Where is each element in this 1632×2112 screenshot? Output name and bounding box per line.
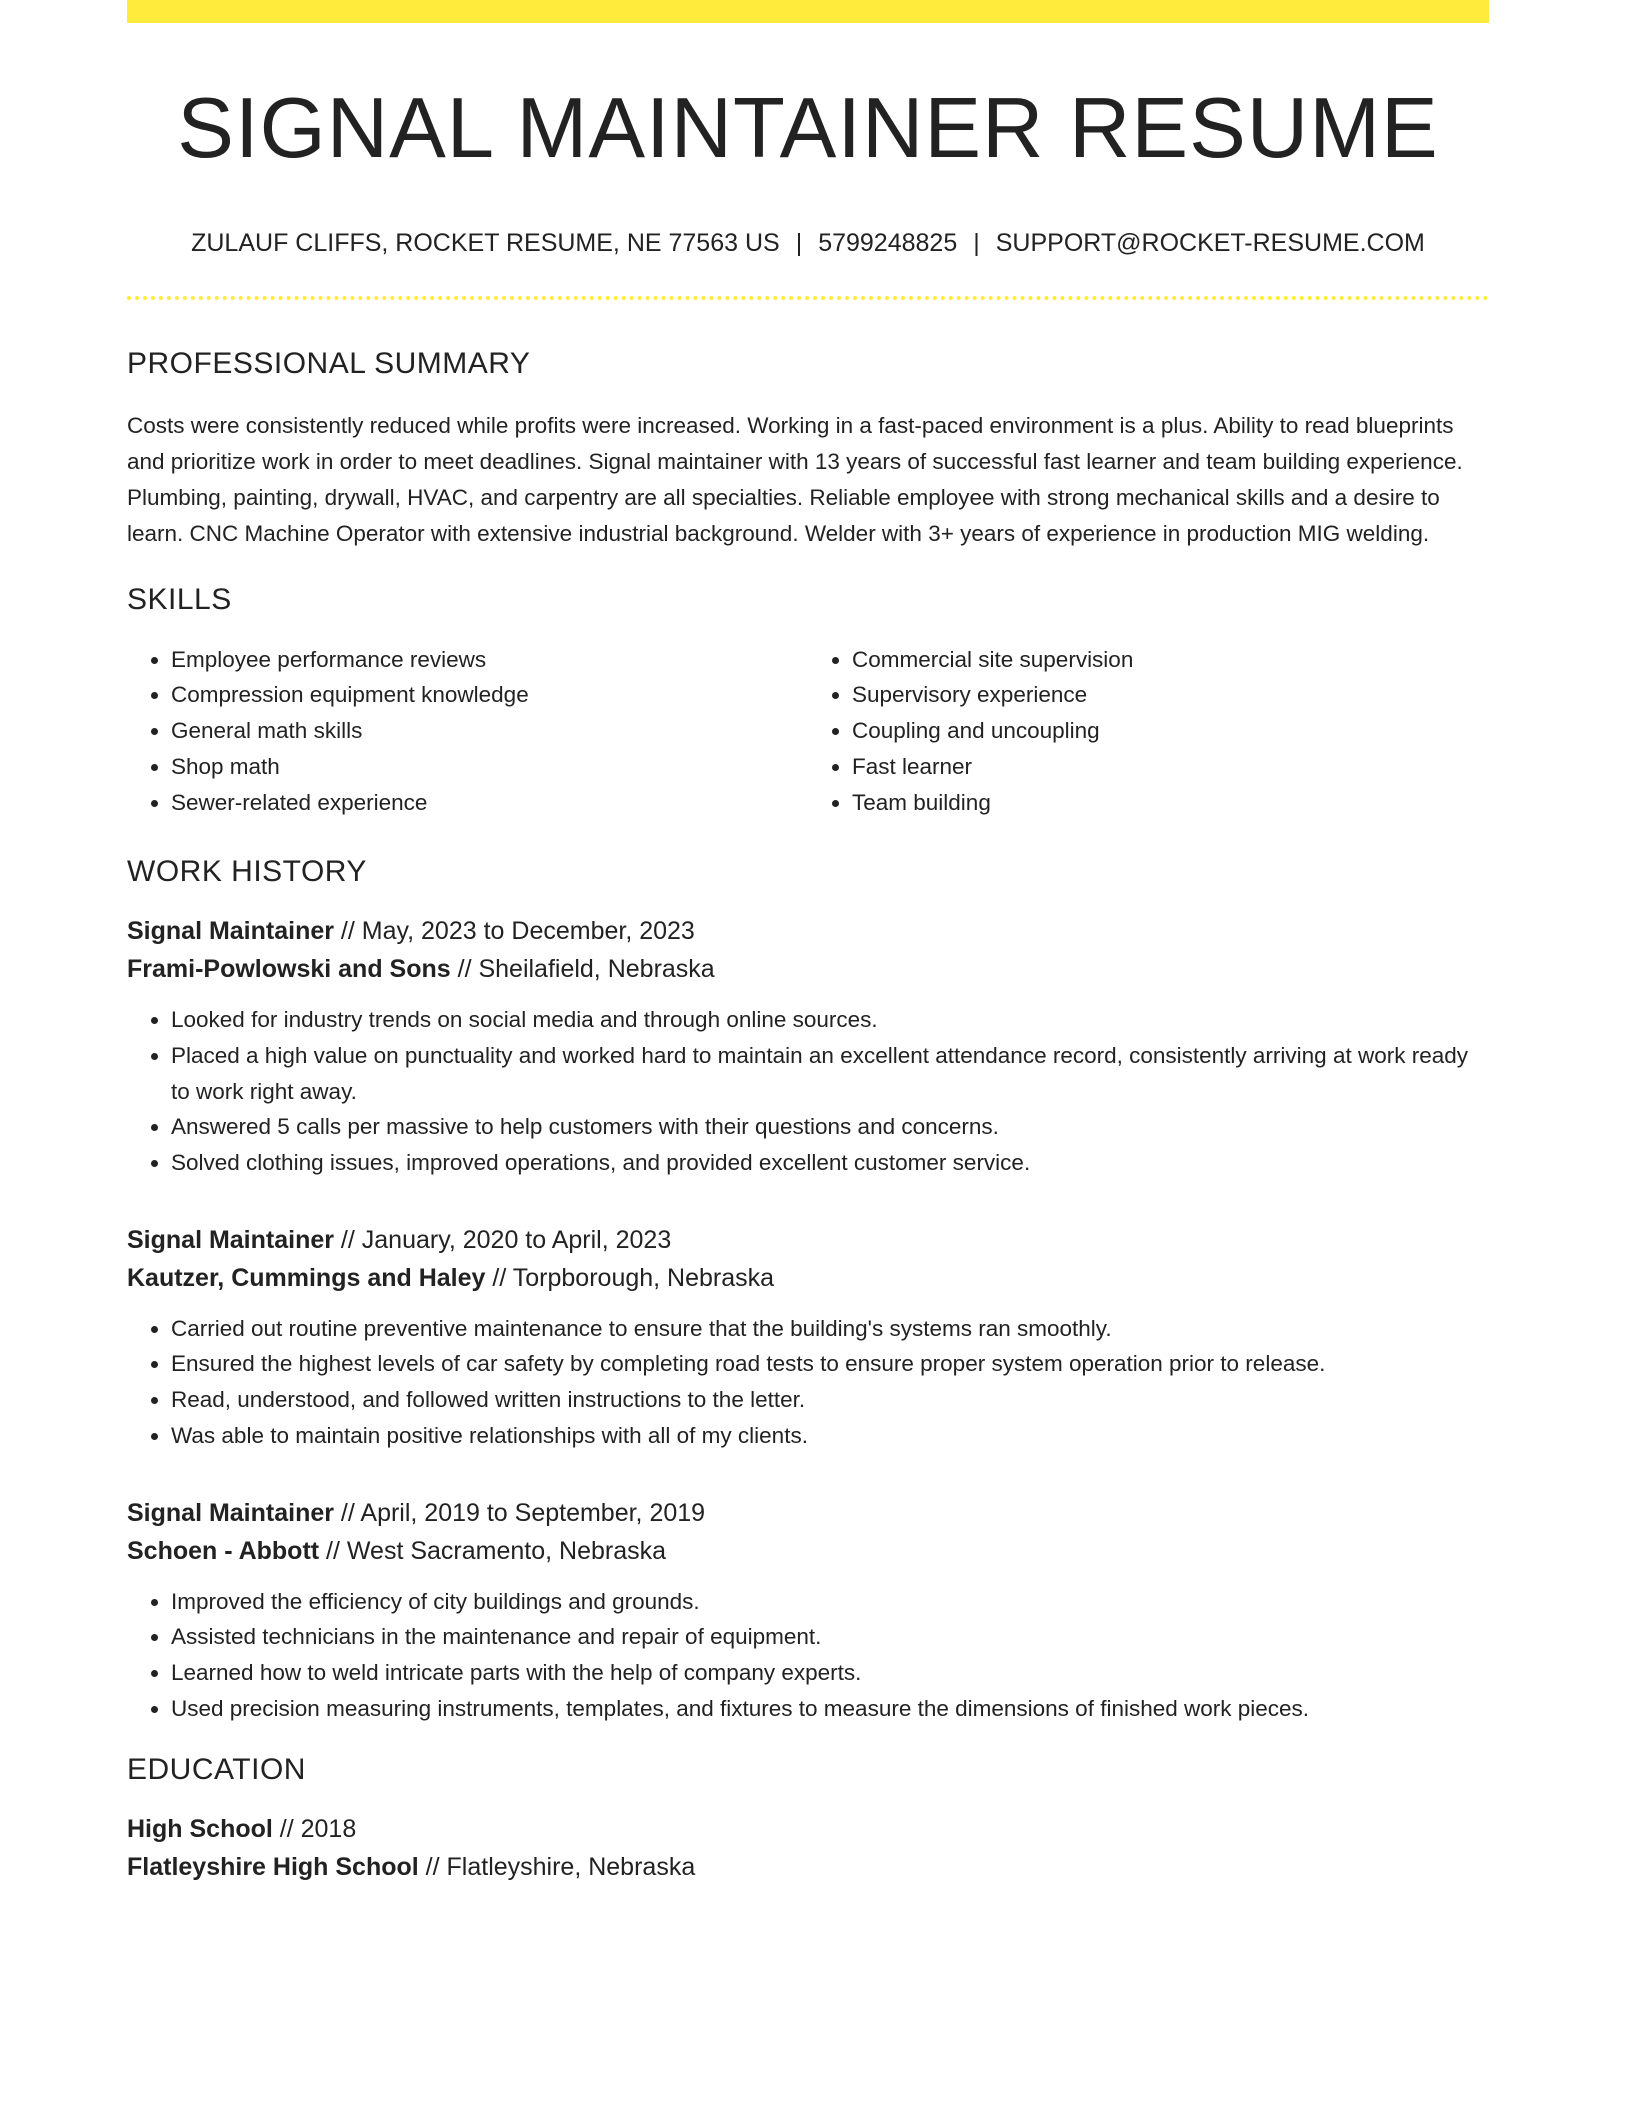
skills-list-right — [808, 642, 1489, 821]
job-bullet: • Used precision measuring instruments, templates, and fixtures to measure the dimensions of finished work pieces. — [171, 1691, 1489, 1727]
job-company-line — [127, 1259, 1489, 1297]
job-title-line — [127, 912, 1489, 950]
contact-separator: | — [795, 228, 803, 257]
job-bullet: • Read, understood, and followed written instructions to the letter. — [171, 1382, 1489, 1418]
job-bullets — [127, 1002, 1489, 1181]
job-bullet: • Was able to maintain positive relationships with all of my clients. — [171, 1418, 1489, 1454]
job-bullet: • Learned how to weld intricate parts with the help of company experts. — [171, 1655, 1489, 1691]
resume-page — [127, 0, 1489, 1886]
section-heading-skills: SKILLS — [127, 582, 232, 616]
job-dates: // April, 2019 to September, 2019 — [333, 1498, 706, 1527]
education-location: // Flatleyshire, Nebraska — [418, 1853, 696, 1882]
education-section — [127, 1752, 1489, 1886]
section-heading-summary: PROFESSIONAL SUMMARY — [127, 346, 531, 380]
job-dates: // January, 2020 to April, 2023 — [333, 1225, 672, 1254]
job-title: Signal Maintainer — [127, 1225, 334, 1254]
section-heading-education: EDUCATION — [127, 1753, 306, 1787]
accent-top-bar — [127, 0, 1489, 23]
job-title-line — [127, 1494, 1489, 1532]
job-location: // Torpborough, Nebraska — [485, 1263, 775, 1292]
skill-item: • Commercial site supervision — [852, 642, 1489, 678]
section-heading-work: WORK HISTORY — [127, 855, 367, 889]
job-company: Schoen - Abbott — [127, 1536, 320, 1565]
job-location: // West Sacramento, Nebraska — [319, 1536, 667, 1565]
contact-line — [127, 228, 1489, 258]
job-company-line — [127, 950, 1489, 988]
skill-item: • Supervisory experience — [852, 677, 1489, 713]
job-bullet: • Assisted technicians in the maintenance and repair of equipment. — [171, 1619, 1489, 1655]
contact-separator: | — [973, 228, 980, 257]
education-entry — [127, 1810, 1489, 1886]
job-entry — [127, 912, 1489, 1181]
skill-item: • General math skills — [171, 713, 808, 749]
contact-phone: 5799248825 — [818, 228, 958, 257]
skill-item: • Sewer-related experience — [171, 785, 808, 821]
skills-section — [127, 582, 1489, 821]
job-bullet: • Answered 5 calls per massive to help customers with their questions and concerns. — [171, 1109, 1489, 1145]
skill-item: • Compression equipment knowledge — [171, 677, 808, 713]
job-bullet: • Placed a high value on punctuality and worked hard to maintain an excellent attendance record, consistently arriving at work ready to work right away. — [171, 1038, 1489, 1109]
dotted-divider — [127, 296, 1489, 300]
job-company: Kautzer, Cummings and Haley — [127, 1263, 486, 1292]
education-school: Flatleyshire High School — [127, 1853, 419, 1882]
job-bullet: • Ensured the highest levels of car safety by completing road tests to ensure proper system operation prior to release. — [171, 1346, 1489, 1382]
job-dates: // May, 2023 to December, 2023 — [333, 917, 695, 946]
skills-list-left — [127, 642, 808, 821]
work-history-section — [127, 854, 1489, 1726]
summary-text: Costs were consistently reduced while profits were increased. Working in a fast-paced environment is a plus. Ability to read blueprints and prioritize work in order to meet deadlines. Signal maintainer with 13 years of successful fast learner and team building experience. Plumbing, painting, drywall, HVAC, and carpentry are all specialties. Reliable employee with strong mechanical skills and a desire to learn. CNC Machine Operator with extensive industrial background. Welder with 3+ years of experience in production MIG welding. — [127, 412, 1463, 546]
job-company-line — [127, 1532, 1489, 1570]
skill-item: • Team building — [852, 785, 1489, 821]
professional-summary-section — [127, 346, 1489, 552]
education-degree-line — [127, 1810, 1489, 1848]
job-location: // Sheilafield, Nebraska — [450, 955, 715, 984]
job-entry — [127, 1221, 1489, 1454]
job-company: Frami-Powlowski and Sons — [127, 955, 451, 984]
resume-title: SIGNAL MAINTAINER RESUME — [177, 81, 1439, 176]
job-title-line — [127, 1221, 1489, 1259]
skill-item: • Employee performance reviews — [171, 642, 808, 678]
skills-columns — [127, 642, 1489, 821]
education-school-line — [127, 1848, 1489, 1886]
job-bullet: • Carried out routine preventive maintenance to ensure that the building's systems ran smoothly. — [171, 1311, 1489, 1347]
job-title: Signal Maintainer — [127, 1498, 334, 1527]
job-bullets — [127, 1311, 1489, 1454]
job-entry — [127, 1494, 1489, 1727]
education-degree: High School — [127, 1815, 273, 1844]
skill-item: • Shop math — [171, 749, 808, 785]
contact-address: ZULAUF CLIFFS, ROCKET RESUME, NE 77563 US — [191, 228, 780, 257]
job-bullet: • Looked for industry trends on social media and through online sources. — [171, 1002, 1489, 1038]
skill-item: • Fast learner — [852, 749, 1489, 785]
job-bullets — [127, 1584, 1489, 1727]
contact-email: SUPPORT@ROCKET-RESUME.COM — [995, 228, 1425, 257]
job-bullet: • Solved clothing issues, improved operations, and provided excellent customer service. — [171, 1145, 1489, 1181]
job-title: Signal Maintainer — [127, 917, 334, 946]
education-year: // 2018 — [272, 1815, 357, 1844]
skill-item: • Coupling and uncoupling — [852, 713, 1489, 749]
job-bullet: • Improved the efficiency of city buildings and grounds. — [171, 1584, 1489, 1620]
